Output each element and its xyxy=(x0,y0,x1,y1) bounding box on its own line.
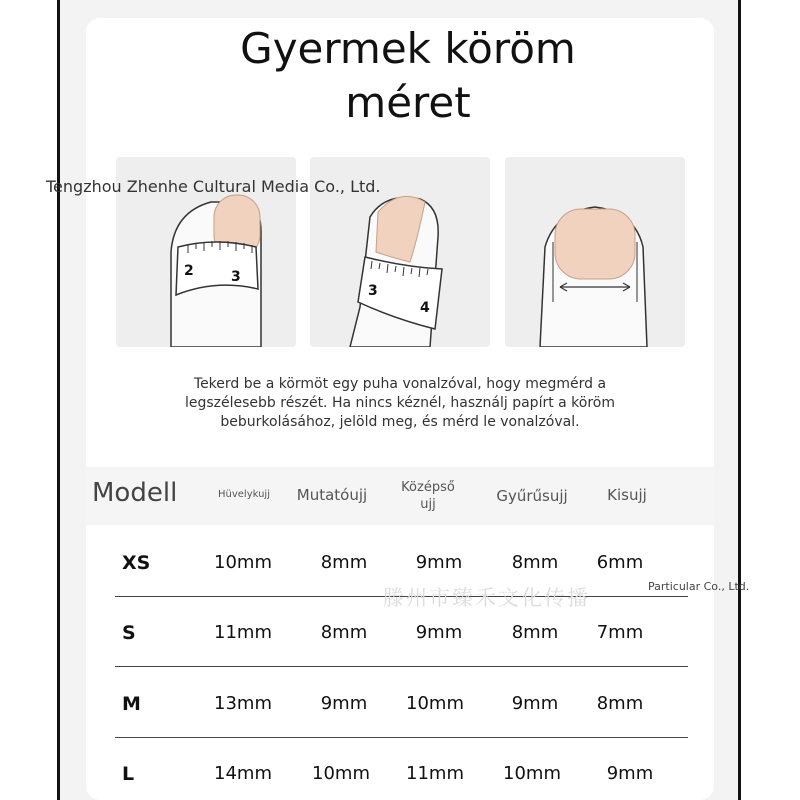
particular-watermark: Particular Co., Ltd. xyxy=(648,580,750,593)
cell-l-thumb: 14mm xyxy=(214,763,272,784)
header-index: Mutatóujj xyxy=(296,486,368,504)
cell-xs-pinky: 6mm xyxy=(596,552,644,573)
cell-xs-index: 8mm xyxy=(320,552,368,573)
size-label-xs: XS xyxy=(122,552,151,574)
header-thumb: Hüvelykujj xyxy=(217,489,270,500)
header-pinky: Kisujj xyxy=(607,486,647,504)
cell-m-thumb: 13mm xyxy=(214,693,272,714)
cell-s-pinky: 7mm xyxy=(596,622,644,643)
instructions-line-2: legszélesebb részét. Ha nincs kéznél, használj papírt a köröm xyxy=(184,395,616,411)
cell-l-index: 10mm xyxy=(312,763,370,784)
size-label-m: M xyxy=(122,693,141,715)
instructions-line-1: Tekerd be a körmöt egy puha vonalzóval, hogy megmérd a xyxy=(193,376,607,392)
tape-label-3: 3 xyxy=(231,269,241,285)
cell-m-pinky: 8mm xyxy=(596,693,644,714)
title-line-1: Gyermek köröm xyxy=(240,24,576,73)
cell-l-pinky: 9mm xyxy=(606,763,654,784)
cell-s-middle: 9mm xyxy=(415,622,463,643)
tape-label-4: 4 xyxy=(420,300,430,316)
measuring-instructions xyxy=(120,375,680,432)
row-divider xyxy=(115,737,688,738)
company-watermark: Tengzhou Zhenhe Cultural Media Co., Ltd. xyxy=(46,177,381,196)
cell-m-index: 9mm xyxy=(320,693,368,714)
header-middle-line-2: ujj xyxy=(420,497,436,512)
tape-label-3b: 3 xyxy=(368,283,378,299)
row-divider xyxy=(115,666,688,667)
header-middle-line-1: Középső xyxy=(401,480,455,495)
cell-s-thumb: 11mm xyxy=(214,622,272,643)
cell-m-middle: 10mm xyxy=(406,693,464,714)
cell-s-index: 8mm xyxy=(320,622,368,643)
cell-s-ring: 8mm xyxy=(511,622,559,643)
size-label-s: S xyxy=(122,622,136,644)
cell-l-ring: 10mm xyxy=(503,763,561,784)
cell-xs-thumb: 10mm xyxy=(214,552,272,573)
header-middle xyxy=(383,479,473,513)
cell-m-ring: 9mm xyxy=(511,693,559,714)
tape-label-2: 2 xyxy=(184,263,194,279)
size-label-l: L xyxy=(122,763,135,785)
illustration-nail-width xyxy=(505,157,685,347)
instructions-line-3: beburkolásához, jelöld meg, és mérd le vonalzóval. xyxy=(220,414,580,430)
nail-width-drawing xyxy=(505,157,685,347)
chinese-watermark: 滕州市臻禾文化传播 xyxy=(383,586,590,610)
title-line-2: méret xyxy=(345,78,471,127)
header-model: Modell xyxy=(92,478,178,508)
cell-xs-middle: 9mm xyxy=(415,552,463,573)
header-ring: Gyűrűsujj xyxy=(496,487,568,505)
cell-l-middle: 11mm xyxy=(406,763,464,784)
cell-xs-ring: 8mm xyxy=(511,552,559,573)
page-title xyxy=(0,22,800,130)
